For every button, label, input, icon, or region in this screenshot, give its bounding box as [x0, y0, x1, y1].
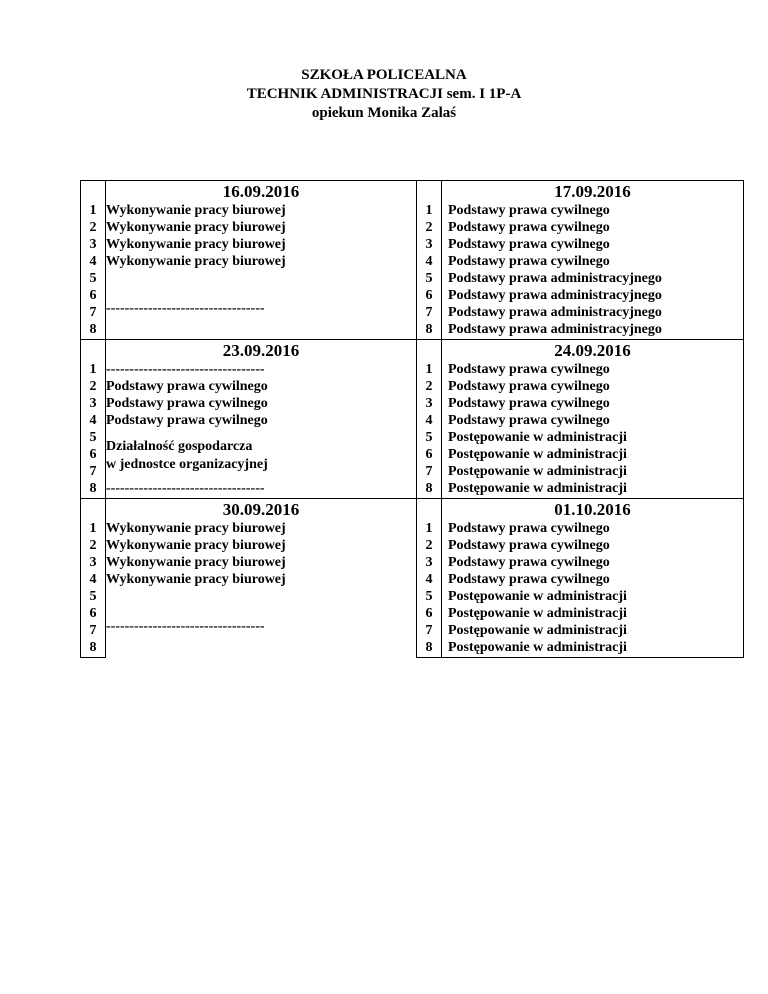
lesson-number: 8	[417, 640, 442, 658]
subject-cell: Podstawy prawa cywilnego	[442, 413, 744, 430]
subject-cell: Podstawy prawa administracyjnego	[442, 322, 744, 340]
subject-cell: Podstawy prawa cywilnego	[442, 572, 744, 589]
subject-cell: Podstawy prawa administracyjnego	[442, 271, 744, 288]
subject-cell: Wykonywanie pracy biurowej	[106, 572, 286, 587]
subject-cell: Postępowanie w administracji	[442, 464, 744, 481]
date-heading: 24.09.2016	[442, 340, 744, 363]
lesson-row	[81, 396, 744, 413]
subject-cell: Podstawy prawa cywilnego	[106, 396, 268, 411]
lesson-number: 1	[81, 203, 106, 220]
no-classes-placeholder: ----------------------------------	[106, 301, 265, 316]
lesson-number: 8	[81, 322, 106, 340]
subject-cell: Podstawy prawa cywilnego	[442, 220, 744, 237]
lesson-number: 7	[417, 464, 442, 481]
lesson-number: 6	[81, 447, 106, 464]
lesson-row	[81, 481, 744, 499]
date-heading: 01.10.2016	[442, 499, 744, 522]
subject-cell: Wykonywanie pracy biurowej	[106, 220, 286, 235]
subject-cell: Wykonywanie pracy biurowej	[106, 538, 286, 553]
subject-cell: Podstawy prawa cywilnego	[442, 254, 744, 271]
subject-cell: Podstawy prawa cywilnego	[442, 379, 744, 396]
merged-subject-cell	[106, 430, 417, 481]
lesson-number: 6	[417, 447, 442, 464]
lesson-number: 8	[81, 640, 106, 658]
lesson-number: 8	[417, 322, 442, 340]
lesson-number: 8	[417, 481, 442, 499]
date-heading: 17.09.2016	[442, 181, 744, 204]
subject-cell: Podstawy prawa cywilnego	[442, 362, 744, 379]
lesson-row	[81, 220, 744, 237]
lesson-number: 6	[417, 288, 442, 305]
lesson-number: 5	[417, 430, 442, 447]
subject-cell: Wykonywanie pracy biurowej	[106, 521, 286, 536]
schedule-table	[80, 180, 744, 658]
lesson-number: 4	[417, 254, 442, 271]
lesson-row	[81, 254, 744, 271]
merged-subject-line: Działalność gospodarcza	[106, 438, 253, 454]
date-header-row	[81, 181, 744, 204]
lesson-row	[81, 430, 744, 447]
date-heading: 30.09.2016	[106, 499, 417, 522]
lesson-number: 3	[417, 237, 442, 254]
subject-cell: Podstawy prawa cywilnego	[442, 521, 744, 538]
lesson-row	[81, 555, 744, 572]
lesson-row	[81, 572, 744, 589]
lesson-number: 7	[417, 623, 442, 640]
lesson-row	[81, 362, 744, 379]
lesson-row	[81, 203, 744, 220]
lesson-row	[81, 538, 744, 555]
class-tutor: opiekun Monika Zalaś	[311, 105, 457, 121]
lesson-number: 2	[81, 379, 106, 396]
lesson-number: 4	[81, 254, 106, 271]
no-classes-placeholder: ----------------------------------	[106, 481, 265, 496]
lesson-number: 2	[81, 538, 106, 555]
lesson-row	[81, 237, 744, 254]
lesson-number: 5	[81, 271, 106, 288]
lesson-number: 3	[417, 555, 442, 572]
document-header	[0, 66, 768, 123]
lesson-number: 1	[417, 521, 442, 538]
lesson-number: 2	[417, 379, 442, 396]
date-heading: 16.09.2016	[106, 181, 417, 204]
date-heading: 23.09.2016	[106, 340, 417, 363]
lesson-row	[81, 379, 744, 396]
subject-cell: Wykonywanie pracy biurowej	[106, 555, 286, 570]
subject-cell: Wykonywanie pracy biurowej	[106, 203, 286, 218]
lesson-number: 4	[417, 413, 442, 430]
subject-cell: Postępowanie w administracji	[442, 447, 744, 464]
subject-cell: Wykonywanie pracy biurowej	[106, 254, 286, 269]
lesson-number: 1	[417, 203, 442, 220]
date-header-row	[81, 499, 744, 522]
lesson-number: 6	[81, 606, 106, 623]
lesson-number: 1	[81, 521, 106, 538]
lesson-number: 2	[417, 220, 442, 237]
lesson-number: 4	[417, 572, 442, 589]
subject-cell: Postępowanie w administracji	[442, 606, 744, 623]
lesson-row	[81, 271, 744, 288]
merged-subject-line: w jednostce organizacyjnej	[106, 456, 268, 472]
lesson-number: 4	[81, 413, 106, 430]
lesson-number: 7	[417, 305, 442, 322]
no-classes-placeholder: ----------------------------------	[106, 619, 265, 635]
subject-cell: Postępowanie w administracji	[442, 481, 744, 499]
lesson-number: 5	[81, 430, 106, 447]
lesson-number: 5	[417, 271, 442, 288]
lesson-number: 7	[81, 305, 106, 322]
subject-cell: Podstawy prawa cywilnego	[442, 203, 744, 220]
lesson-number: 7	[81, 464, 106, 481]
lesson-row	[81, 521, 744, 538]
subject-cell: Postępowanie w administracji	[442, 640, 744, 658]
subject-cell: Podstawy prawa cywilnego	[106, 379, 268, 394]
subject-cell: Podstawy prawa cywilnego	[442, 237, 744, 254]
lesson-number: 1	[81, 362, 106, 379]
lesson-number: 2	[417, 538, 442, 555]
lesson-number: 8	[81, 481, 106, 499]
lesson-number: 5	[81, 589, 106, 606]
lesson-row	[81, 413, 744, 430]
subject-cell: Postępowanie w administracji	[442, 430, 744, 447]
lesson-number: 3	[81, 237, 106, 254]
subject-cell: Postępowanie w administracji	[442, 623, 744, 640]
lesson-number: 2	[81, 220, 106, 237]
subject-cell: Podstawy prawa cywilnego	[442, 555, 744, 572]
school-name: SZKOŁA POLICEALNA	[301, 67, 467, 83]
lesson-row	[81, 589, 744, 606]
lesson-number: 3	[417, 396, 442, 413]
lesson-number: 7	[81, 623, 106, 640]
subject-cell: Podstawy prawa administracyjnego	[442, 305, 744, 322]
lesson-number: 5	[417, 589, 442, 606]
subject-cell: Podstawy prawa cywilnego	[106, 413, 268, 428]
no-classes-placeholder: ----------------------------------	[106, 362, 265, 377]
lesson-number: 6	[81, 288, 106, 305]
lesson-number: 3	[81, 396, 106, 413]
class-title: TECHNIK ADMINISTRACJI sem. I 1P-A	[246, 86, 522, 102]
lesson-number: 6	[417, 606, 442, 623]
lesson-number: 3	[81, 555, 106, 572]
subject-cell: Wykonywanie pracy biurowej	[106, 237, 286, 252]
subject-cell: Podstawy prawa cywilnego	[442, 538, 744, 555]
lesson-number: 4	[81, 572, 106, 589]
date-header-row	[81, 340, 744, 363]
subject-cell: Podstawy prawa administracyjnego	[442, 288, 744, 305]
subject-cell: Podstawy prawa cywilnego	[442, 396, 744, 413]
subject-cell: Postępowanie w administracji	[442, 589, 744, 606]
lesson-number: 1	[417, 362, 442, 379]
